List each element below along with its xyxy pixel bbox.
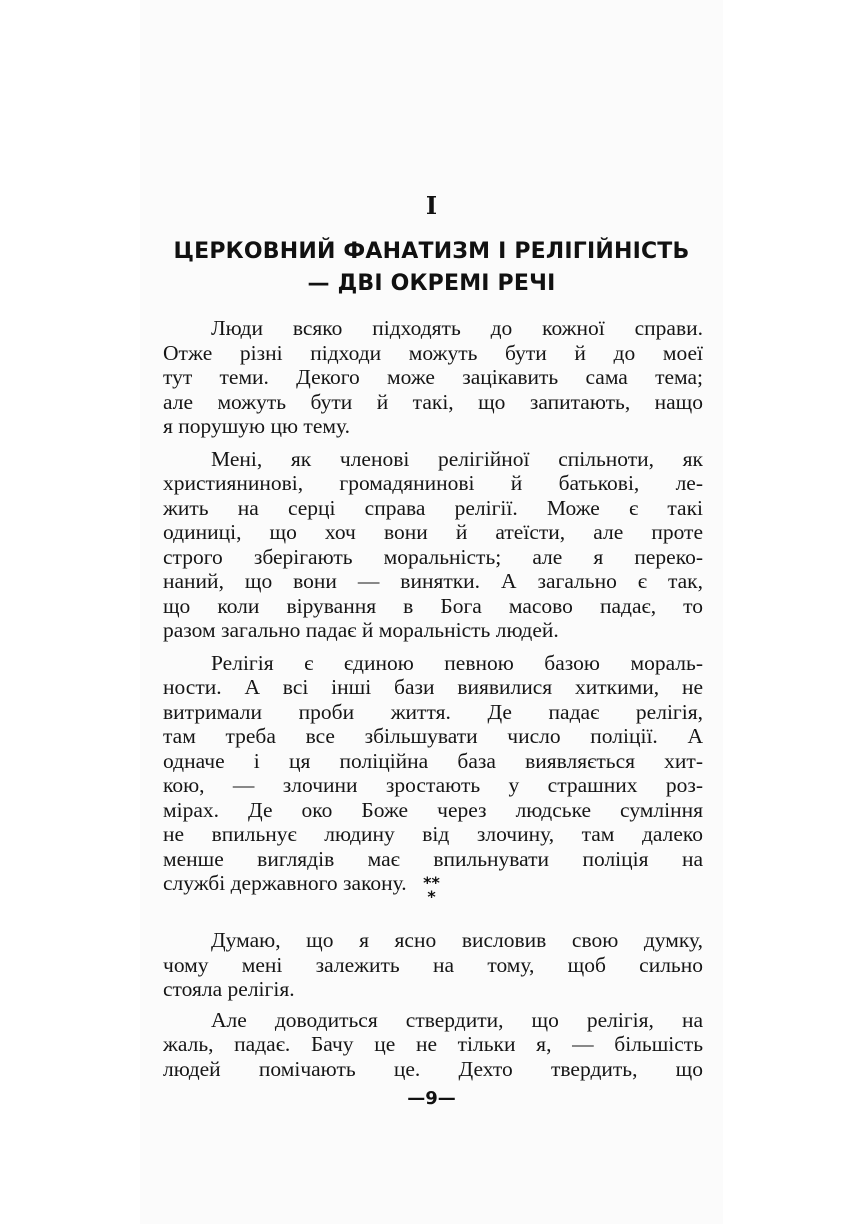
- paragraph: [163, 651, 703, 896]
- chapter-number: I: [425, 191, 438, 220]
- text-line: Думаю, що я ясно висловив свою думку,: [211, 928, 703, 952]
- paragraph: [163, 447, 703, 643]
- paragraph: [163, 316, 703, 439]
- text-line: людей помічають це. Дехто твердить, що: [163, 1056, 703, 1081]
- text-line: але можуть бути й такі, що запитають, нащо: [163, 389, 703, 414]
- text-line: службі державного закону.: [163, 871, 407, 895]
- text-line: тут теми. Декого може зацікавить сама тема;: [163, 365, 703, 389]
- text-line: ности. А всі інші бази виявилися хиткими, не: [163, 675, 703, 699]
- text-line: кою, — злочини зростають у страшних роз-: [163, 773, 703, 797]
- text-line: одначе і ця поліційна база виявляється хит-: [163, 748, 703, 773]
- text-line: жить на серці справа релігії. Може є такі: [163, 495, 703, 520]
- text-line: наний, що вони — винятки. А загально є так,: [163, 569, 703, 593]
- text-line: там треба все збільшувати число поліції. А: [163, 724, 703, 748]
- chapter-title-line: ЦЕРКОВНИЙ ФАНАТИЗМ І РЕЛІГІЙНІСТЬ: [173, 239, 690, 264]
- text-line: не впильнує людину від злочину, там далеко: [163, 822, 703, 846]
- text-line: одиниці, що хоч вони й атеїсти, але проте: [163, 520, 703, 544]
- paragraph-gap: [163, 643, 703, 651]
- text-line: стояла релігія.: [163, 977, 295, 1001]
- page-number: —9—: [407, 1088, 456, 1109]
- section-separator: [0, 873, 863, 906]
- text-line: християнинові, громадянинові й батькові, ле-: [163, 471, 703, 495]
- chapter-title: [160, 236, 703, 300]
- text-line: менше виглядів має впильнувати поліція на: [163, 846, 703, 871]
- text-line: разом загально падає й моральність людей.: [163, 618, 559, 642]
- text-line: строго зберігають моральність; але я переко-: [163, 544, 703, 569]
- text-line: чому мені залежить на тому, щоб сильно: [163, 952, 703, 977]
- text-line: витримали проби життя. Де падає релігія,: [163, 699, 703, 724]
- paragraph-gap: [163, 439, 703, 447]
- body-section-2: [163, 928, 703, 1081]
- text-line: Люди всяко підходять до кожної справи.: [211, 316, 703, 340]
- text-line: Але доводиться ствердити, що релігія, на: [211, 1007, 703, 1032]
- text-line: що коли вірування в Бога масово падає, то: [163, 593, 703, 618]
- chapter-title-line: — ДВІ ОКРЕМІ РЕЧІ: [307, 271, 556, 296]
- text-line: Отже різні підходи можуть бути й до моеї: [163, 340, 703, 365]
- separator-stars-top: **: [423, 873, 440, 892]
- text-line: мірах. Де око Боже через людське сумління: [163, 797, 703, 822]
- separator-stars-bottom: *: [427, 887, 436, 906]
- text-line: Релігія є єдиною певною базою мораль-: [211, 650, 703, 675]
- paragraph: [163, 928, 703, 1002]
- paragraph: [163, 1008, 703, 1082]
- text-line: жаль, падає. Бачу це не тільки я, — більшість: [163, 1032, 703, 1056]
- text-line: Мені, як членові релігійної спільноти, як: [211, 446, 703, 471]
- text-line: я порушую цю тему.: [163, 414, 350, 438]
- body-section-1: [163, 316, 703, 896]
